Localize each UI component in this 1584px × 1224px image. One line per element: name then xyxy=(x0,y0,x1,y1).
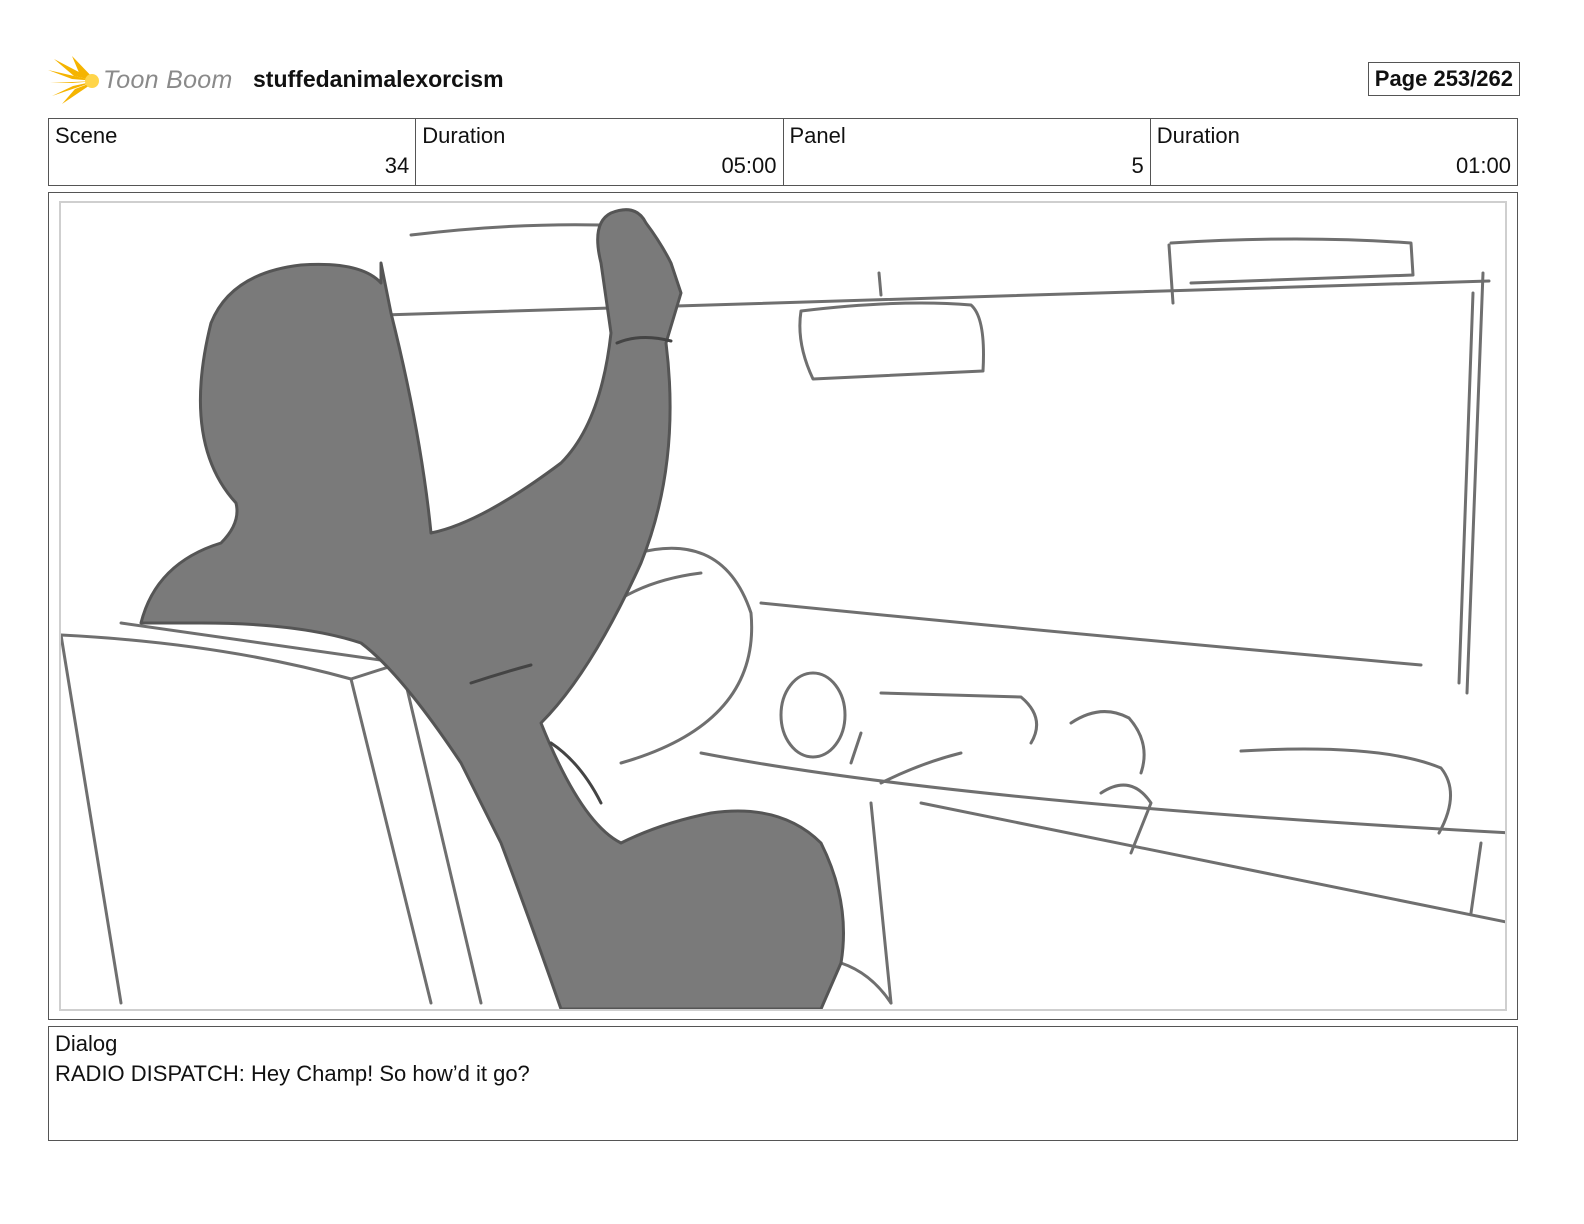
page-header xyxy=(48,54,1520,106)
dialog-text: RADIO DISPATCH: Hey Champ! So how’d it go? xyxy=(55,1061,530,1086)
panel-value: 5 xyxy=(1131,153,1144,178)
dialog-label: Dialog xyxy=(55,1031,118,1056)
scene-duration-value: 05:00 xyxy=(721,153,777,178)
scene-cell xyxy=(49,119,416,185)
scene-value: 34 xyxy=(384,153,410,178)
panel-label: Panel xyxy=(789,123,846,148)
scene-duration-label: Duration xyxy=(422,123,506,148)
panel-cell xyxy=(784,119,1151,185)
panel-duration-cell xyxy=(1151,119,1517,185)
starburst-icon xyxy=(48,56,102,106)
storyboard-panel-frame xyxy=(48,192,1518,1020)
storyboard-panel xyxy=(59,201,1507,1011)
panel-duration-label: Duration xyxy=(1156,123,1240,148)
page-counter: Page 253/262 xyxy=(1368,62,1520,96)
scene-label: Scene xyxy=(55,123,118,148)
scene-duration-cell xyxy=(416,119,783,185)
project-title: stuffedanimalexorcism xyxy=(253,66,504,92)
scene-info-table xyxy=(48,118,1518,186)
panel-duration-value: 01:00 xyxy=(1455,153,1511,178)
dialog-box xyxy=(48,1026,1518,1141)
storyboard-sketch xyxy=(61,203,1505,1009)
toon-boom-logo xyxy=(48,54,240,106)
logo-text: Toon Boom xyxy=(103,66,233,94)
